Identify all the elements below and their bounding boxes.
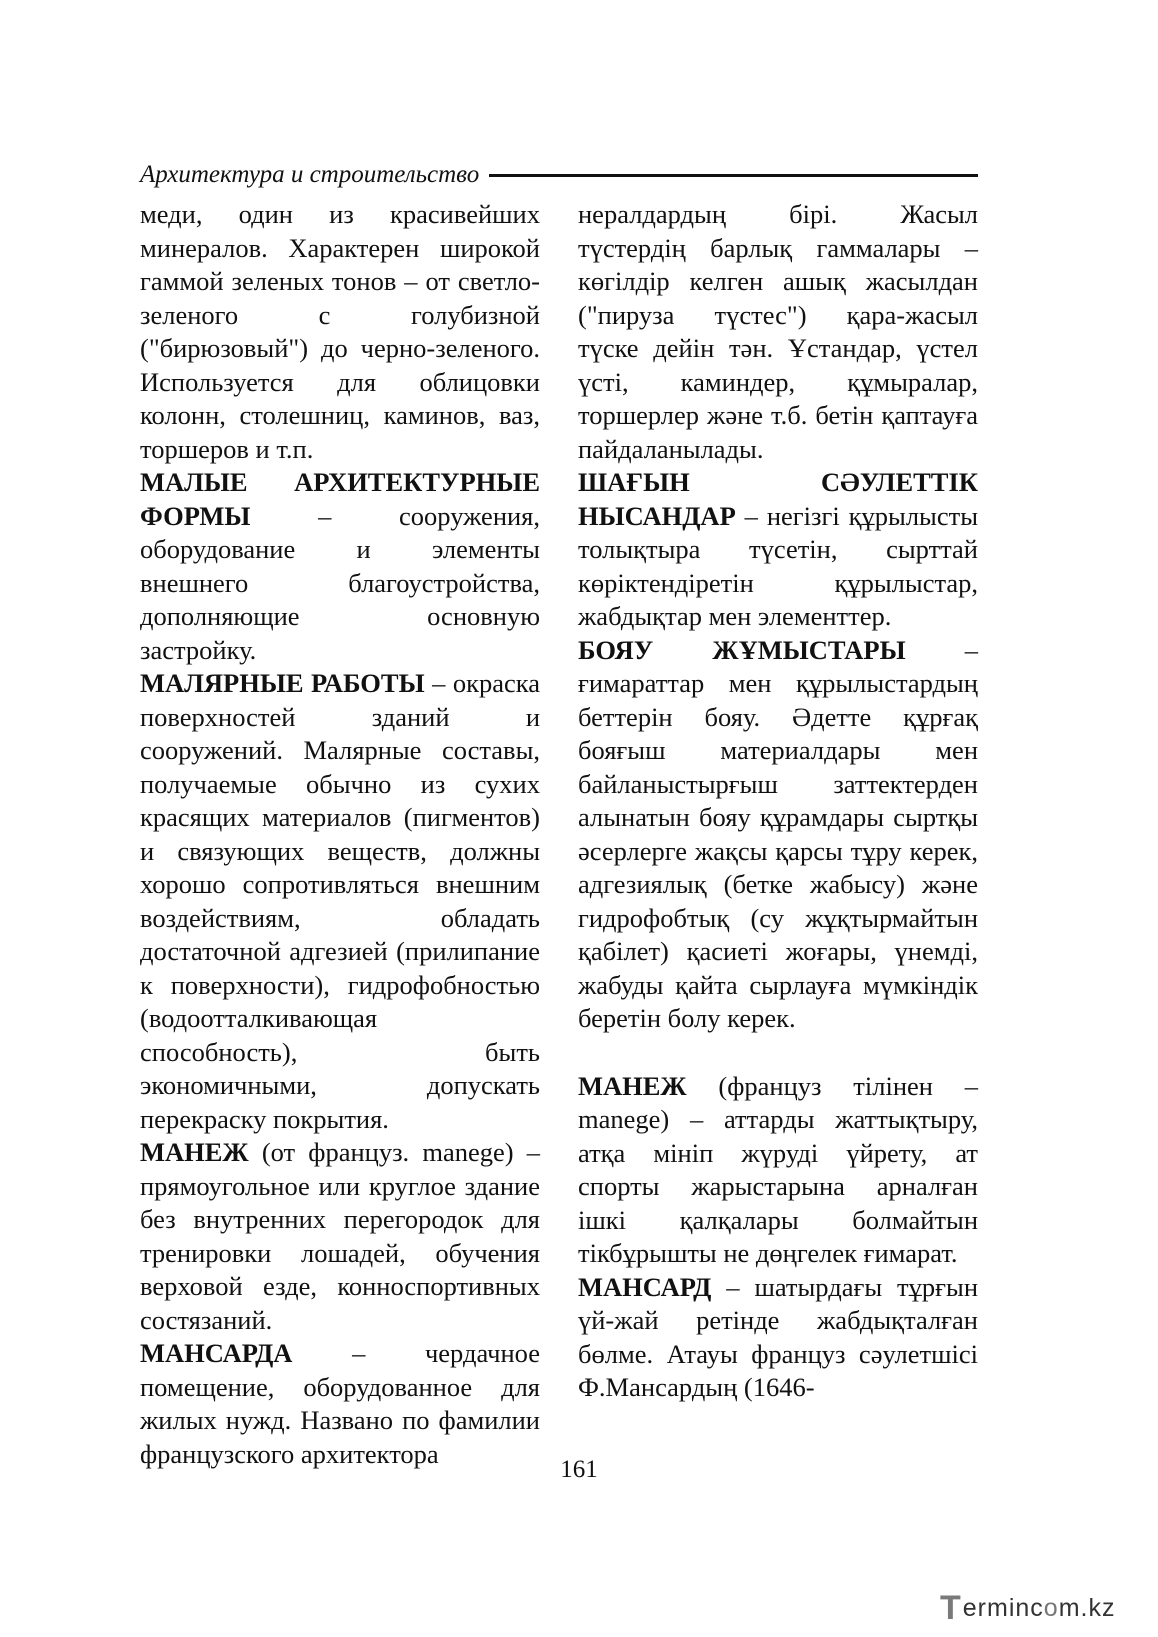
magnifier-icon: o xyxy=(1043,1593,1059,1622)
entry-manege xyxy=(578,1070,978,1271)
left-column-russian xyxy=(140,198,540,1471)
entry-term: ШАҒЫН СӘУЛЕТТІК НЫСАНДАР xyxy=(578,467,978,531)
entry-term: МАНСАРД xyxy=(578,1271,712,1302)
column-spacer xyxy=(578,1036,978,1070)
header-rule xyxy=(489,174,978,177)
entry-term: БОЯУ ЖҰМЫСТАРЫ xyxy=(578,634,906,665)
entry-definition: (от француз. manege) – прямоугольное или круглое здание без внутренних перегородок для тренировки лошадей, обучения верховой езде, конноспортивных состязаний. xyxy=(140,1137,540,1335)
entry-small-architectural-forms xyxy=(578,466,978,634)
site-watermark-logo xyxy=(940,1588,1145,1628)
running-header xyxy=(140,160,978,190)
entry-definition: – окраска поверхностей зданий и сооружений. Малярные составы, получаемые обычно из сухих красящих материалов (пигментов) и связующих веществ, должны хорошо сопротивляться внешним воздействиям, обладать достаточной адгезией (прилипание к поверхности), гидрофобностью (водоотталкивающая способность), быть экономичными, допускать перекраску покрытия. xyxy=(140,668,540,1134)
entry-definition: – ғимараттар мен құрылыстардың беттерін бояу. Әдетте құрғақ бояғыш материалдары мен байланыстырғыш заттектерден алынатын бояу құрамдары сыртқы әсерлерге жақсы қарсы тұру керек, адгезиялық (бетке жабысу) және гидрофобтық (су жұқтырмайтын қабілет) қасиеті жоғары, үнемді, жабуды қайта сырлауға мүмкіндік беретін болу керек. xyxy=(578,634,978,1033)
entry-definition: – чердачное помещение, оборудованное для жилых нужд. Названо по фамилии французского архитектора xyxy=(140,1338,540,1469)
entry-painting-works xyxy=(140,667,540,1136)
entry-definition: – шатырдағы тұрғын үй-жай ретінде жабдықталған бөлме. Атауы француз сәулетшісі Ф.Мансардың (1646- xyxy=(578,1271,978,1402)
watermark-text: ermin xyxy=(962,1593,1031,1622)
watermark-text: m.kz xyxy=(1058,1593,1116,1622)
entry-manege xyxy=(140,1136,540,1337)
entry-term: МАЛЫЕ АРХИТЕКТУРНЫЕ ФОРМЫ xyxy=(140,467,540,531)
entry-term: МАНЕЖ xyxy=(578,1070,687,1101)
right-column-kazakh xyxy=(578,198,978,1405)
page-number: 161 xyxy=(560,1456,598,1483)
entry-definition: – негізгі құрылысты толықтыра түсетін, сырттай көріктендіретін құрылыстар, жабдықтар мен элементтер. xyxy=(578,500,978,631)
running-header-title: Архитектура и строительство xyxy=(140,161,480,188)
entry-term: МАНЕЖ xyxy=(140,1137,249,1167)
watermark-t-mark: T xyxy=(940,1589,962,1627)
entry-painting-works xyxy=(578,634,978,1036)
entry-continuation-text: нералдардың бірі. Жасыл түстердің барлық гаммалары – көгілдір келген ашық жасылдан ("пируза түстес") қара-жасыл түске дейін тән. Ұстандар, үстел үсті, каминдер, құмыралар, торшерлер және т.б. бетін қаптауға пайдаланылады. xyxy=(578,199,978,464)
entry-mansard xyxy=(578,1271,978,1405)
watermark-text: c xyxy=(1030,1593,1044,1622)
entry-definition: – сооружения, оборудование и элементы внешнего благоустройства, дополняющие основную застройку. xyxy=(140,500,540,665)
entry-small-architectural-forms xyxy=(140,466,540,667)
entry-definition: (француз тілінен – manege) – аттарды жаттықтыру, атқа мініп жүруді үйрету, ат спорты жарыстарына арналған ішкі қалқалары болмайтын тікбұрышты не дөңгелек ғимарат. xyxy=(578,1070,978,1268)
entry-term: МАНСАРДА xyxy=(140,1338,293,1368)
entry-continuation-text: меди, один из красивейших минералов. Характерен широкой гаммой зеленых тонов – от светло-зеленого с голубизной ("бирюзовый") до черно-зеленого. Используется для облицовки колонн, столешниц, каминов, ваз, торшеров и т.п. xyxy=(140,199,540,464)
entry-mansard xyxy=(140,1337,540,1471)
entry-term: МАЛЯРНЫЕ РАБОТЫ xyxy=(140,668,425,698)
